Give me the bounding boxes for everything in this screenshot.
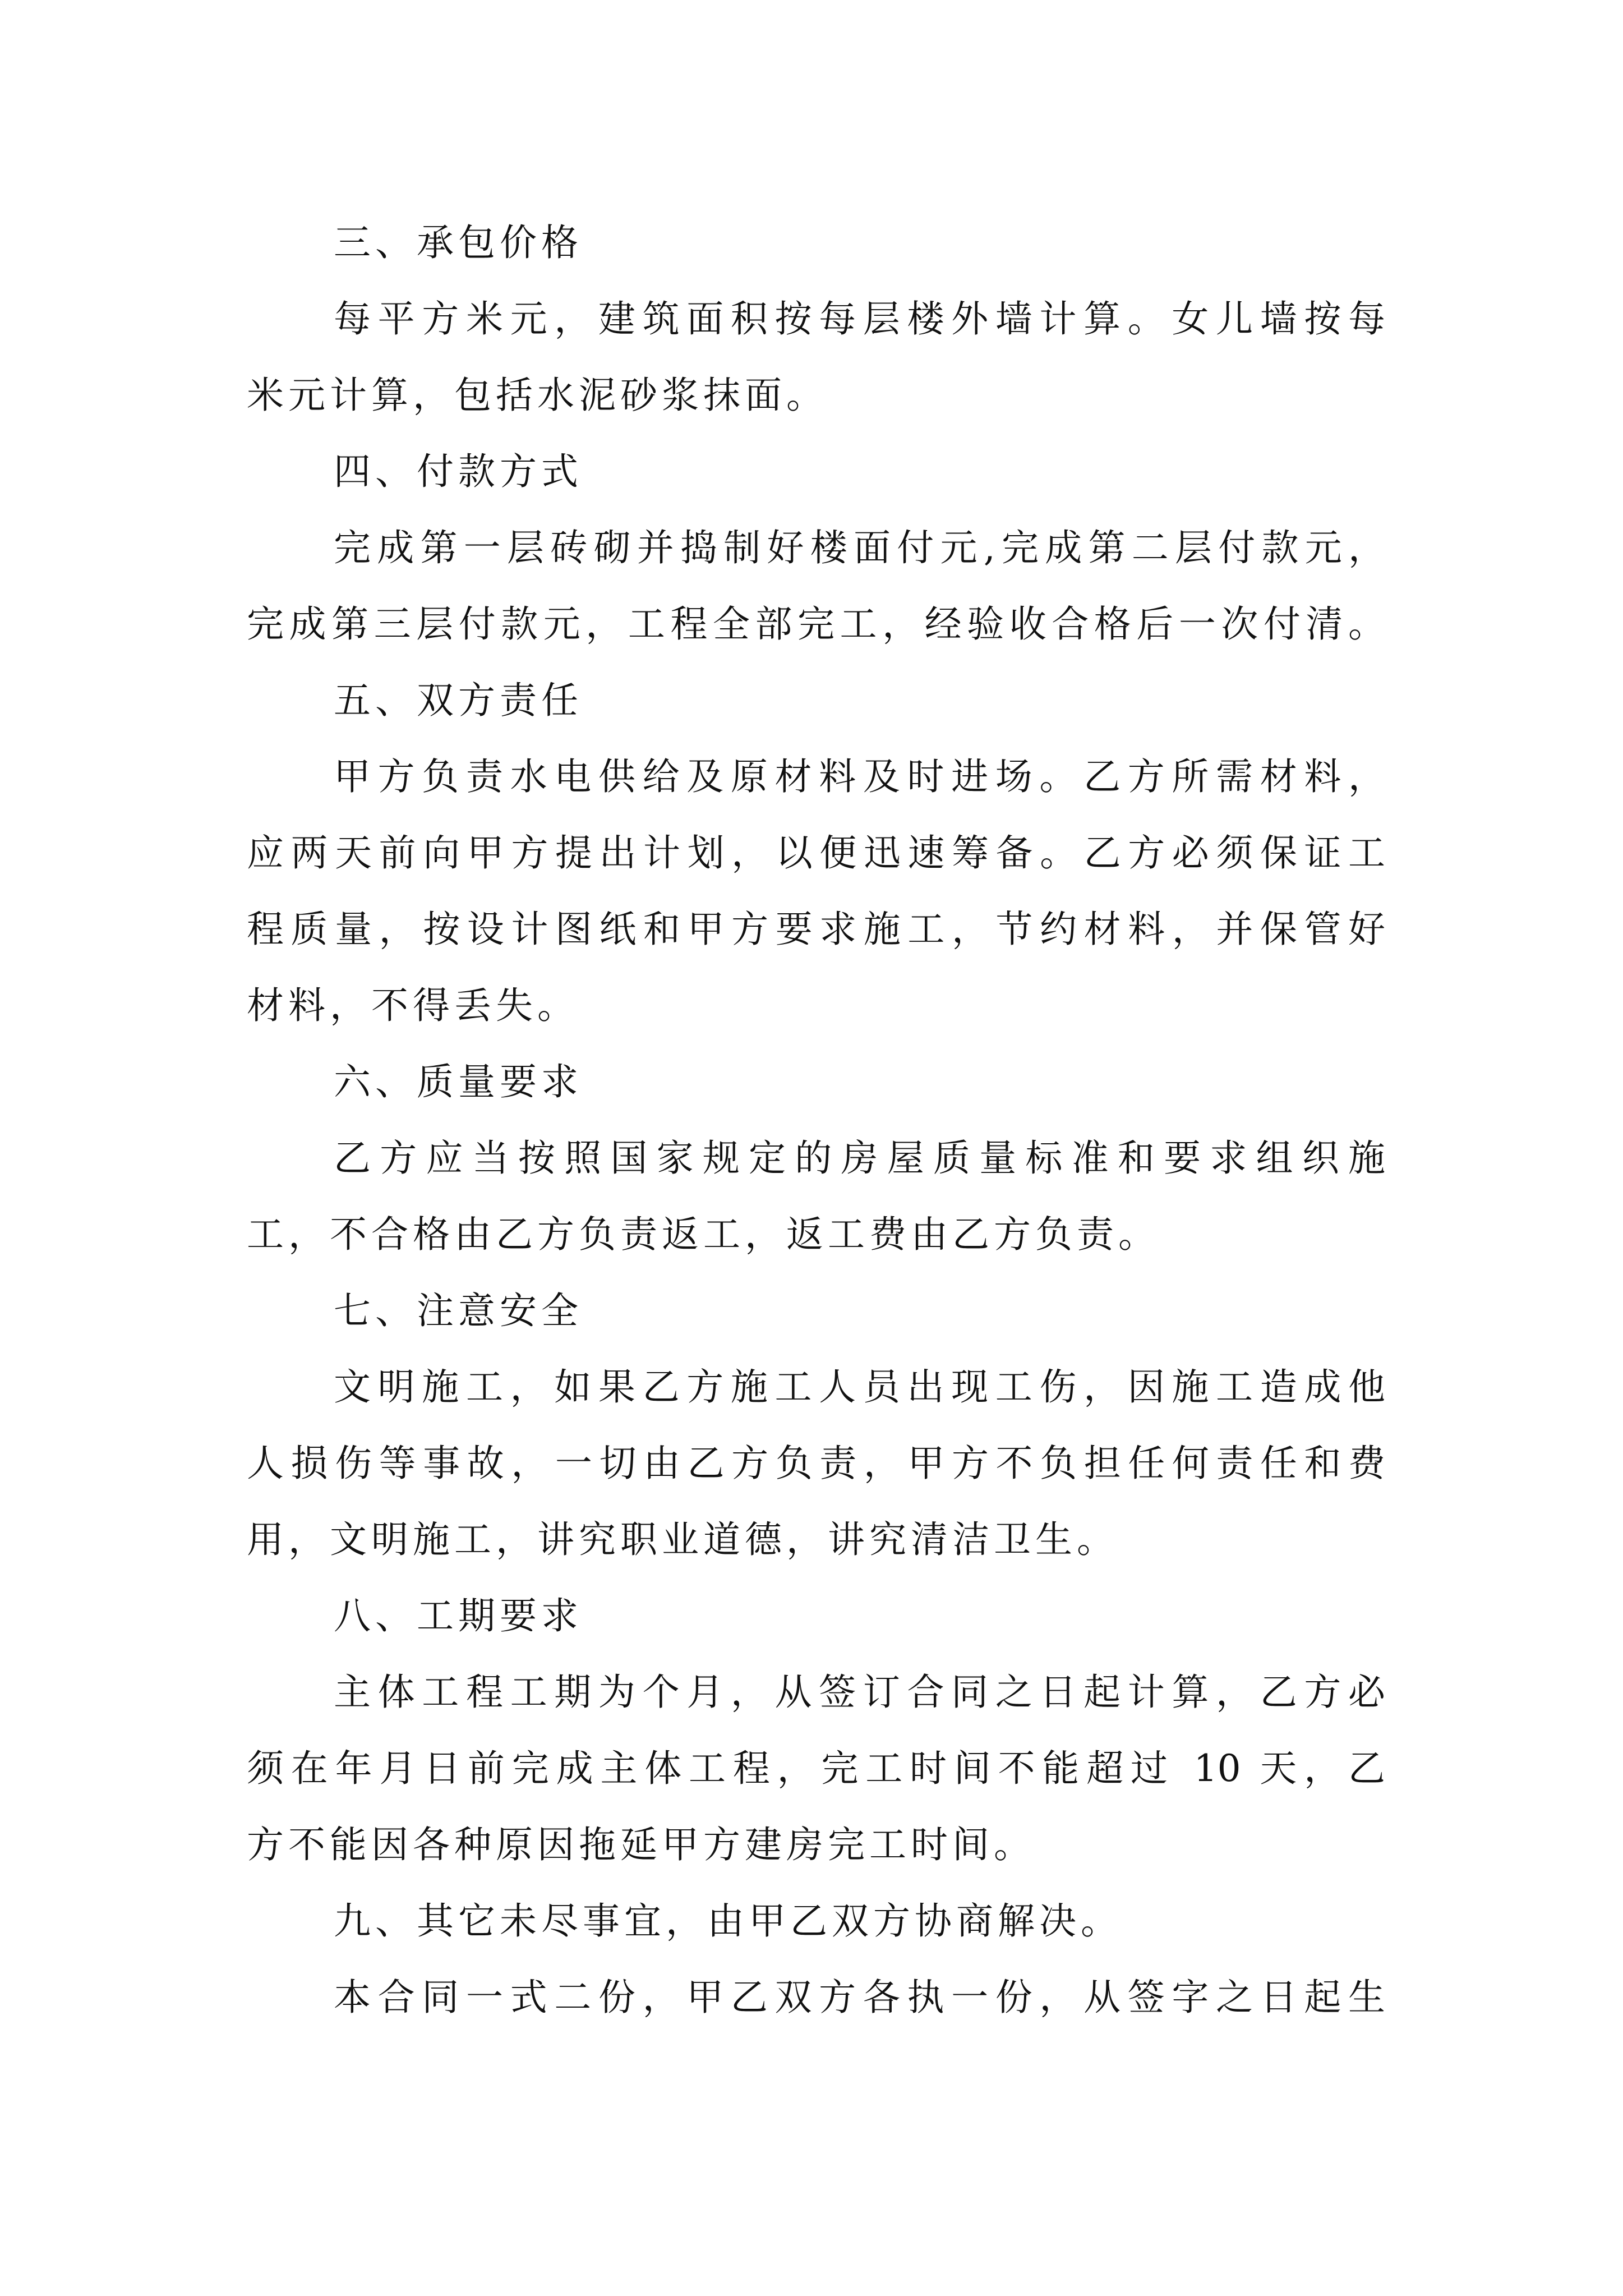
text-line: 五、双方责任	[334, 679, 583, 722]
text-line: 四、付款方式	[334, 450, 583, 493]
text-line: 乙方应当按照国家规定的房屋质量标准和要求组织施	[334, 1137, 1385, 1180]
text-line: 方不能因各种原因拖延甲方建房完工时间。	[247, 1823, 1035, 1866]
text-line: 程质量，按设计图纸和甲方要求施工，节约材料，并保管好	[247, 908, 1385, 951]
text-line: 八、工期要求	[334, 1594, 583, 1637]
text-line: 米元计算，包括水泥砂浆抹面。	[247, 374, 828, 417]
text-line: 用，文明施工，讲究职业道德，讲究清洁卫生。	[247, 1518, 1118, 1561]
text-line: 九、其它未尽事宜，由甲乙双方协商解决。	[334, 1899, 1122, 1943]
text-line: 每平方米元，建筑面积按每层楼外墙计算。女儿墙按每	[334, 297, 1385, 341]
text-line: 三、承包价格	[334, 221, 583, 264]
text-line: 材料，不得丢失。	[247, 984, 579, 1027]
text-line: 工，不合格由乙方负责返工，返工费由乙方负责。	[247, 1213, 1160, 1256]
text-line: 七、注意安全	[334, 1289, 583, 1332]
text-line: 本合同一式二份，甲乙双方各执一份，从签字之日起生	[334, 1976, 1385, 2019]
text-line: 应两天前向甲方提出计划，以便迅速筹备。乙方必须保证工	[247, 831, 1385, 875]
text-line: 须在年月日前完成主体工程，完工时间不能超过 10 天，乙	[247, 1747, 1385, 1790]
text-line: 六、质量要求	[334, 1060, 583, 1103]
text-line: 完成第一层砖砌并捣制好楼面付元,完成第二层付款元，	[334, 526, 1385, 569]
text-line: 主体工程工期为个月，从签订合同之日起计算，乙方必	[334, 1671, 1385, 1714]
text-line: 甲方负责水电供给及原材料及时进场。乙方所需材料，	[334, 755, 1385, 798]
contract-body	[247, 205, 1385, 2036]
text-line: 完成第三层付款元，工程全部完工，经验收合格后一次付清。	[247, 602, 1385, 646]
text-line: 文明施工，如果乙方施工人员出现工伤，因施工造成他	[334, 1365, 1385, 1409]
text-line: 人损伤等事故，一切由乙方负责，甲方不负担任何责任和费	[247, 1442, 1385, 1485]
